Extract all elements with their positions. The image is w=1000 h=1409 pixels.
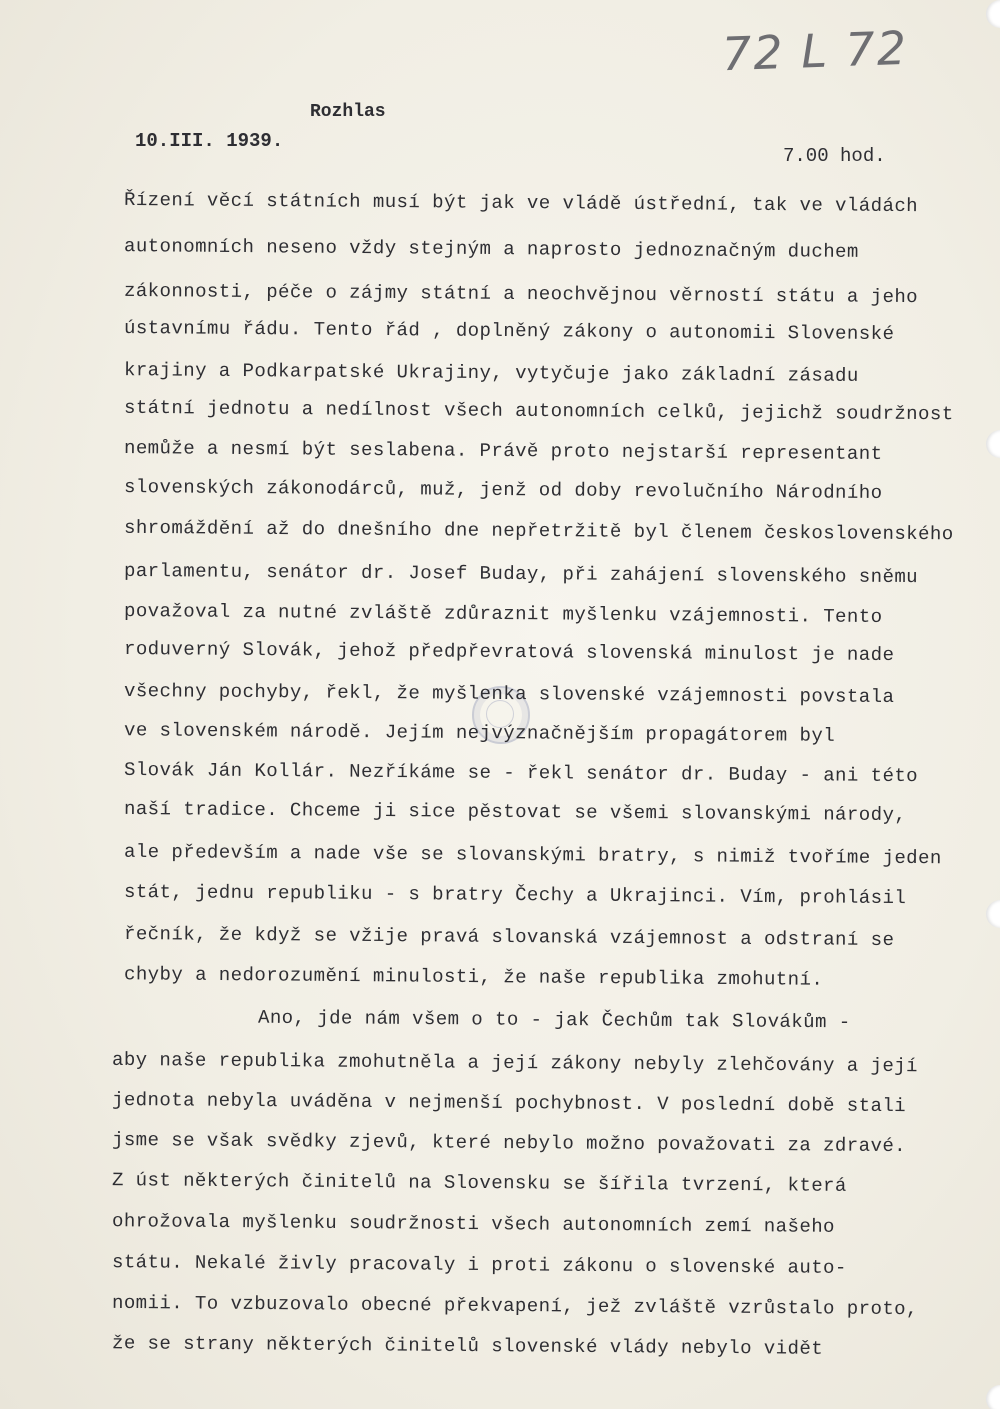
body-line: aby naše republika zmohutněla a její zákony nebyly zlehčovány a její [111,1048,919,1078]
body-line: nemůže a nesmí být seslabena. Právě proto nejstarší representant [123,437,883,465]
document-title: Rozhlas [310,102,386,122]
document-time: 7.00 hod. [783,145,886,167]
body-line: jsme se však svědky zjevů, které nebylo možno považovati za zdravé. [111,1128,907,1158]
body-line: parlamentu, senátor dr. Josef Buday, při zahájení slovenského sněmu [123,559,919,589]
body-line: chyby a nedorozumění minulosti, že naše republika zmohutní. [123,963,824,991]
body-line: Slovák Ján Kollár. Nezříkáme se - řekl senátor dr. Buday - ani této [123,758,919,788]
body-line: zákonnosti, péče o zájmy státní a neochvějnou věrností státu a jeho [123,279,919,309]
handwritten-page-number: 72 L 72 [721,20,909,82]
body-line: krajiny a Podkarpatské Ukrajiny, vytyčuje jako základní zásadu [123,359,859,387]
body-line: Ano, jde nám všem o to - jak Čechům tak Slovákům - [257,1006,851,1034]
body-line: že se strany některých činitelů slovenské vlády nebylo vidět [111,1332,824,1360]
body-line: stát, jednu republiku - s bratry Čechy a Ukrajinci. Vím, prohlásil [123,880,907,910]
body-line: řečník, že když se vžije pravá slovanská vzájemnost a odstraní se [123,922,895,952]
body-line: autonomních neseno vždy stejným a naprosto jednoznačným duchem [123,235,859,263]
body-line: považoval za nutné zvláště zdůraznit myšlenku vzájemnosti. Tento [123,600,883,628]
body-line: státu. Nekalé živly pracovaly i proti zákonu o slovenské auto- [111,1251,847,1279]
body-line: ústavnímu řádu. Tento řád , doplněný zákony o autonomii Slovenské [123,316,895,346]
body-line: slovenských zákonodárců, muž, jenž od doby revolučního Národního [123,476,883,504]
body-line: shromáždění až do dnešního dne nepřetržitě byl členem československého [123,516,954,546]
body-line: ve slovenském národě. Jejím nejvýznačnějším propagátorem byl [123,719,836,747]
body-line: nomii. To vzbuzovalo obecné překvapení, jež zvláště vzrůstalo proto, [111,1291,919,1321]
document-date: 10.III. 1939. [135,130,284,152]
body-line: naší tradice. Chceme ji sice pěstovat se všemi slovanskými národy, [123,797,907,827]
body-line: jednota nebyla uváděna v nejmenší pochybnost. V poslední době stali [111,1088,907,1118]
body-line: všechny pochyby, řekl, že myšlenka slovenské vzájemnosti povstala [123,679,895,709]
body-line: ale především a nade vše se slovanskými bratry, s nimiž tvoříme jeden [123,840,942,870]
body-line: ohrožovala myšlenku soudržnosti všech autonomních zemí našeho [111,1210,836,1238]
body-line: Řízení věcí státních musí být jak ve vládě ústřední, tak ve vládách [123,188,919,218]
body-line: státní jednotu a nedílnost všech autonomních celků, jejichž soudržnost [123,396,954,426]
body-line: roduverný Slovák, jehož předpřevratová slovenská minulost je nade [123,637,895,667]
body-line: Z úst některých činitelů na Slovensku se šířila tvrzení, která [111,1169,847,1197]
